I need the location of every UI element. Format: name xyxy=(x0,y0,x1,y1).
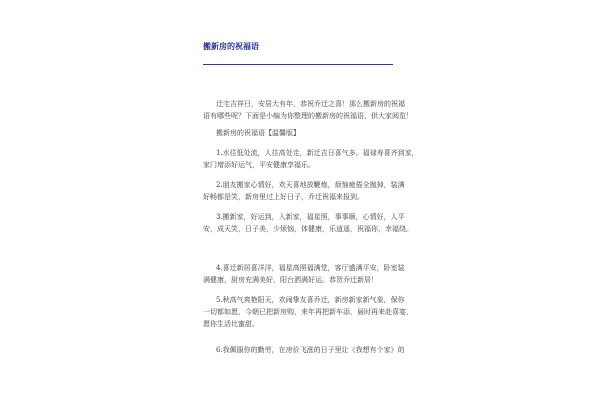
paragraph-line: 迁宅吉祥日，安居大有年，恭祝乔迁之喜！那么搬新房的祝福 xyxy=(216,100,405,108)
paragraph-line: 6.我佩服你的勤劳，在房价飞涨的日子里让《我想有个家》的 xyxy=(216,346,405,354)
section-heading: 搬新房的祝福语【温馨版】 xyxy=(216,129,300,137)
paragraph-line: 好畅都是笑，新房里过上好日子，乔迁祝福来报到。 xyxy=(203,193,364,201)
paragraph-line: 安，成天笑，日子美，少烦恼，体健康，乐逍遥，祝福你，幸福绕。 xyxy=(203,225,413,233)
document-title: 搬新房的祝福语 xyxy=(203,41,259,51)
paragraph-line: 愿你生活比蜜甜。 xyxy=(203,320,259,328)
paragraph-line: 一切都如愿，今朝已把新房购，来年再把新车添，届时再来赴喜宴， xyxy=(203,308,413,316)
paragraph-line: 1.水往低处流，人往高处走，新迁吉日喜气多，福禄寿喜齐到家， xyxy=(216,149,419,157)
paragraph-line: 语有哪些呢？下面是小编为你整理的搬新房的祝福语，供大家阅览！ xyxy=(203,112,413,120)
paragraph-line: 5.秋高气爽艳阳天，欢闹挚友喜乔迁，新房新家新气象，保你 xyxy=(216,296,405,304)
paragraph-line: 4.喜迁新居喜洋洋，福星高照福满堂，客厅盛满平安，卧室装 xyxy=(216,264,405,272)
title-divider xyxy=(203,64,393,65)
paragraph-line: 家门增添好运气，平安健康享福乐。 xyxy=(203,161,315,169)
paragraph-line: 2.朋友搬家心情好，欢天喜地放鞭炮，烦恼疲倦全抛掉，装满 xyxy=(216,181,405,189)
paragraph-line: 满健康，厨房充满美好，阳台洒满好运。恭贺乔迁新居！ xyxy=(203,276,378,284)
paragraph-line: 3.搬新家，好运到，入新家，福星照，事事顺，心情好，人平 xyxy=(216,213,405,221)
